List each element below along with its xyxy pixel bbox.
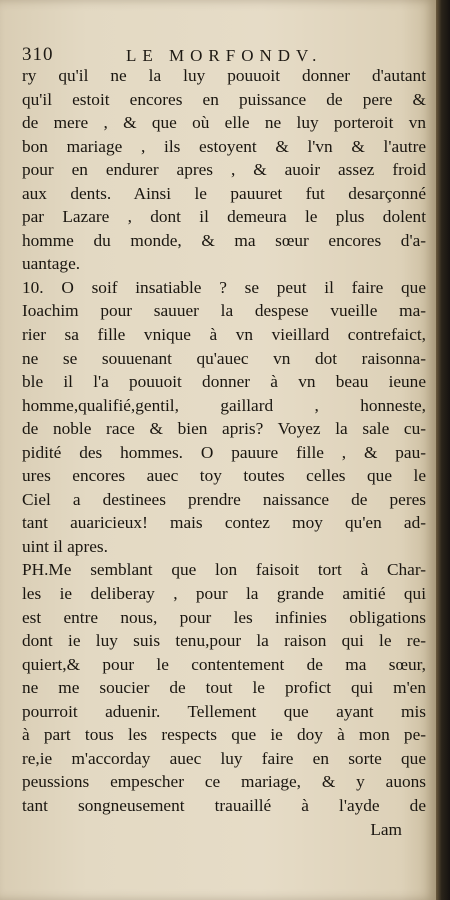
text-line: de noble race & bien apris? Voyez la sale cu- <box>22 419 426 439</box>
text-line: Ioachim pour sauuer la despese vueille ma- <box>22 301 426 321</box>
text-line: ures encores auec toy toutes celles que le <box>22 466 426 486</box>
text-line: uint il apres. <box>22 536 108 556</box>
text-line: rier sa fille vnique à vn vieillard contrefaict, <box>22 325 426 345</box>
text-line: peussions empescher ce mariage, & y auons <box>22 772 426 792</box>
text-line: tant auaricieux! mais contez moy qu'en ad- <box>22 513 426 533</box>
text-line: ne me soucier de tout le profict qui m'en <box>22 678 426 698</box>
running-head: LE MORFONDV. <box>126 46 323 65</box>
catchword: Lam <box>370 820 402 839</box>
text-line: quiert,& pour le contentement de ma sœur, <box>22 654 426 674</box>
text-line: homme du monde, & ma sœur encores d'a- <box>22 230 426 250</box>
text-line: ne se souuenant qu'auec vn dot raisonna- <box>22 348 426 368</box>
text-line: pour en endurer apres , & auoir assez froid <box>22 160 426 180</box>
text-line: dont ie luy suis tenu,pour la raison qui le re- <box>22 631 426 651</box>
page-edge <box>436 0 450 900</box>
text-line: qu'il estoit encores en puissance de pere & <box>22 89 426 109</box>
text-line: aux dents. Ainsi le pauuret fut desarçonné <box>22 183 426 203</box>
text-line: 10. O soif insatiable ? se peut il faire que <box>22 277 426 297</box>
text-line: est entre nous, pour les infinies obligations <box>22 607 426 627</box>
text-line: uantage. <box>22 254 81 274</box>
text-line: Ciel a destinees prendre naissance de peres <box>22 489 426 509</box>
text-line: PH.Me semblant que lon faisoit tort à Char- <box>22 560 426 580</box>
text-line: tant songneusement trauaillé à l'ayde de <box>22 795 426 815</box>
text-line: bon mariage , ils estoyent & l'vn & l'autre <box>22 136 426 156</box>
text-line: à part tous les respects que ie doy à mon pe- <box>22 725 426 745</box>
text-line: homme,qualifié,gentil, gaillard , honneste, <box>22 395 426 415</box>
text-line: ry qu'il ne la luy pouuoit donner d'autant <box>22 66 426 85</box>
text-line: pidité des hommes. O pauure fille , & pau- <box>22 442 426 462</box>
text-line: re,ie m'accorday auec luy faire en sorte que <box>22 748 426 768</box>
text-line: ble il l'a pouuoit donner à vn beau ieune <box>22 372 426 392</box>
body-text <box>22 64 426 818</box>
text-line: les ie deliberay , pour la grande amitié qui <box>22 584 426 604</box>
page-number: 310 <box>22 44 54 65</box>
text-line: pourroit aduenir. Tellement que ayant mis <box>22 701 426 721</box>
text-line: par Lazare , dont il demeura le plus dolent <box>22 207 426 227</box>
text-line: de mere , & que où elle ne luy porteroit vn <box>22 113 426 133</box>
